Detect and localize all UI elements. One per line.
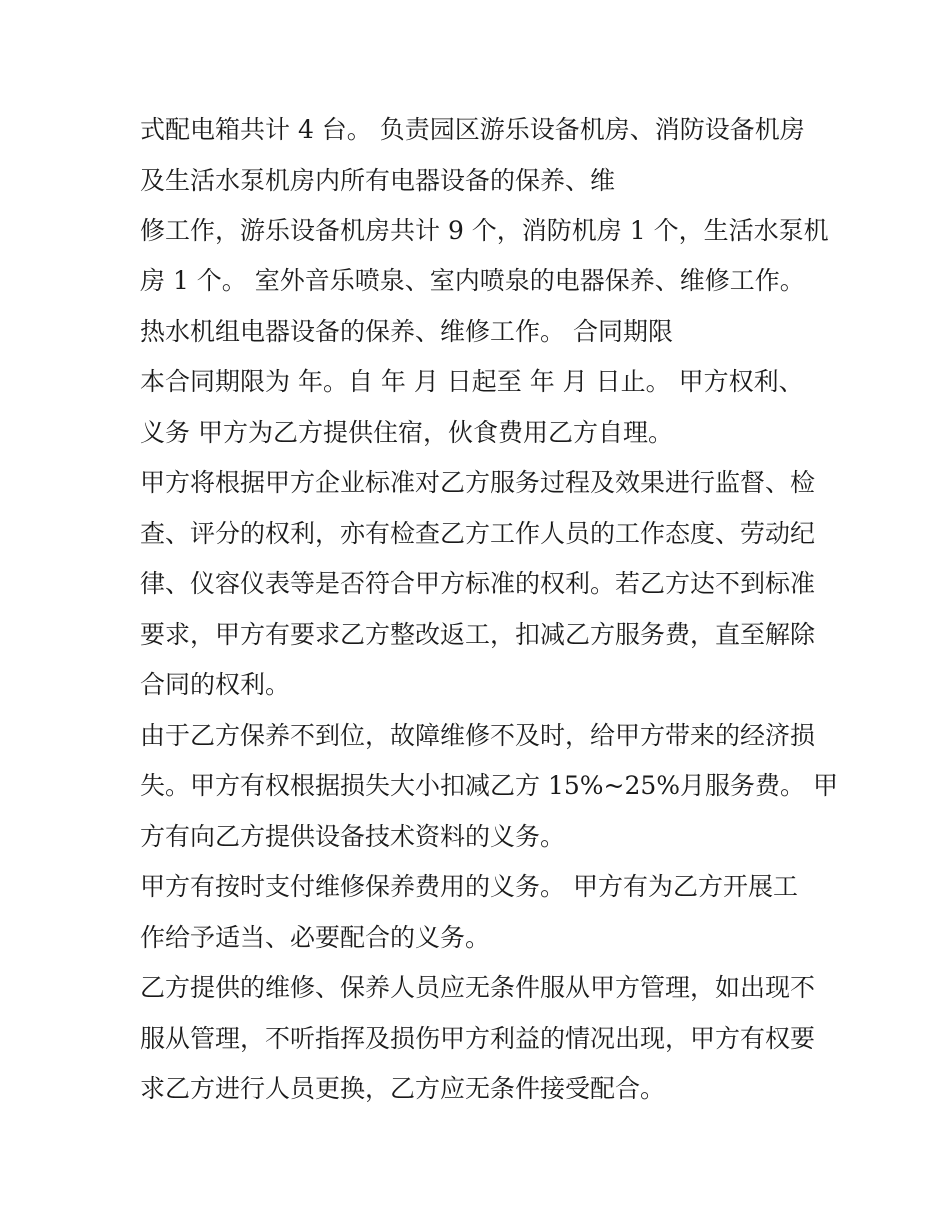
text-line: 要求，甲方有要求乙方整改返工，扣减乙方服务费，直至解除 <box>140 620 816 649</box>
text-line: 作给予适当、必要配合的义务。 <box>140 923 491 952</box>
text-line: 合同的权利。 <box>140 670 291 699</box>
text-line: 查、评分的权利，亦有检查乙方工作人员的工作态度、劳动纪 <box>140 519 816 548</box>
text-line: 热水机组电器设备的保养、维修工作。 合同期限 <box>140 317 673 346</box>
text-line: 失。甲方有权根据损失大小扣减乙方 15%~25%月服务费。 甲 <box>140 771 838 800</box>
text-line: 律、仪容仪表等是否符合甲方标准的权利。若乙方达不到标准 <box>140 569 816 598</box>
text-line: 义务 甲方为乙方提供住宿，伙食费用乙方自理。 <box>140 418 673 447</box>
text-line: 式配电箱共计 4 台。 负责园区游乐设备机房、消防设备机房 <box>140 115 805 144</box>
text-line: 甲方将根据甲方企业标准对乙方服务过程及效果进行监督、检 <box>140 468 816 497</box>
text-line: 修工作，游乐设备机房共计 9 个，消防机房 1 个，生活水泵机 <box>140 216 829 245</box>
text-line: 房 1 个。 室外音乐喷泉、室内喷泉的电器保养、维修工作。 <box>140 266 805 295</box>
text-line: 方有向乙方提供设备技术资料的义务。 <box>140 822 566 851</box>
text-line: 乙方提供的维修、保养人员应无条件服从甲方管理，如出现不 <box>140 973 816 1002</box>
text-line: 由于乙方保养不到位，故障维修不及时，给甲方带来的经济损 <box>140 721 816 750</box>
text-line: 及生活水泵机房内所有电器设备的保养、维 <box>140 166 616 195</box>
text-line: 求乙方进行人员更换，乙方应无条件接受配合。 <box>140 1074 666 1103</box>
text-line: 甲方有按时支付维修保养费用的义务。 甲方有为乙方开展工 <box>140 872 798 901</box>
text-line: 服从管理，不听指挥及损伤甲方利益的情况出现，甲方有权要 <box>140 1024 816 1053</box>
text-line: 本合同期限为 年。自 年 月 日起至 年 月 日止。 甲方权利、 <box>140 367 804 396</box>
